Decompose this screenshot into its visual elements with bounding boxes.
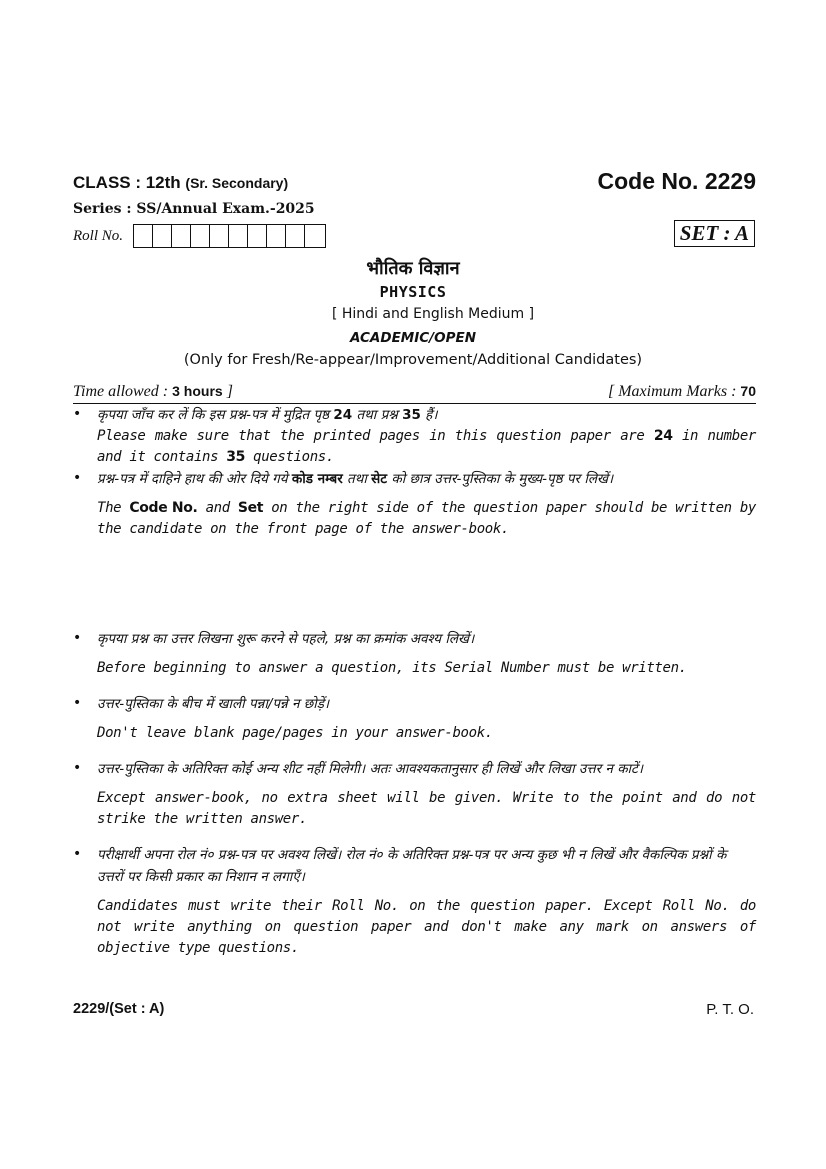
roll-number-box[interactable] [172, 225, 191, 247]
footer-code: 2229/(Set : A) [73, 1001, 165, 1017]
bullet: • [73, 846, 82, 862]
instruction-item [73, 468, 756, 540]
time-allowed: Time allowed : 3 hours ] [73, 383, 233, 400]
maximum-marks: [ Maximum Marks : 70 [608, 383, 756, 400]
instruction-hindi: उत्तर-पुस्तिका के बीच में खाली पन्ना/पन्ने न छोड़ें। [97, 696, 330, 712]
instruction-hindi: कृपया प्रश्न का उत्तर लिखना शुरू करने से पहले, प्रश्न का क्रमांक अवश्य लिखें। [97, 631, 475, 647]
roll-number-box[interactable] [134, 225, 153, 247]
medium-line: [ Hindi and English Medium ] [331, 306, 535, 322]
class-note: (Sr. Secondary) [185, 175, 289, 191]
maximum-marks-value: 70 [740, 383, 756, 399]
class-line [73, 173, 288, 193]
instruction-english: Except answer-book, no extra sheet will be given. Write to the point and do not strike the written answer. [97, 790, 756, 827]
candidates-line: (Only for Fresh/Re-appear/Improvement/Additional Candidates) [183, 352, 643, 368]
time-marks-row [73, 381, 756, 404]
roll-number-box[interactable] [305, 225, 325, 247]
stream-line: ACADEMIC/OPEN [349, 330, 476, 346]
subject-title-hindi: भौतिक विज्ञान [366, 258, 460, 279]
instruction-item [73, 693, 756, 744]
instruction-hindi: कृपया जाँच कर लें कि इस प्रश्न-पत्र में मुद्रित पृष्ठ 24 तथा प्रश्न 35 हैं। [97, 407, 438, 423]
instruction-english: The Code No. and Set on the right side of the question paper should be written by the candidate on the front page of the answer-book. [97, 500, 756, 537]
instructions-list [73, 404, 756, 959]
series-line: Series : SS/Annual Exam.-2025 [73, 201, 315, 217]
instruction-item [73, 628, 756, 679]
time-allowed-value: 3 hours [172, 383, 223, 399]
footer-pto: P. T. O. [706, 1001, 754, 1018]
code-number: Code No. 2229 [597, 168, 756, 194]
instruction-item [73, 844, 756, 959]
instruction-english: Please make sure that the printed pages in this question paper are 24 in number and it contains 35 questions. [97, 428, 756, 465]
set-box: SET : A [674, 220, 755, 247]
instruction-hindi: उत्तर-पुस्तिका के अतिरिक्त कोई अन्य शीट नहीं मिलेगी। अतः आवश्यकतानुसार ही लिखें और लिखा उत्तर न काटें। [97, 761, 643, 777]
roll-number-row [73, 224, 326, 248]
bullet: • [73, 406, 82, 422]
bullet: • [73, 470, 82, 486]
subject-title-english: PHYSICS [379, 283, 447, 301]
bullet: • [73, 695, 82, 711]
instruction-hindi: परीक्षार्थी अपना रोल नं० प्रश्न-पत्र पर अवश्य लिखें। रोल नं० के अतिरिक्त प्रश्न-पत्र पर अन्य कुछ भी न लिखें और वैकल्पिक प्रश्नों के उत्तरों पर किसी प्रकार का निशान न लगाएँ। [97, 847, 727, 885]
roll-number-box[interactable] [229, 225, 248, 247]
roll-number-box[interactable] [286, 225, 305, 247]
roll-number-box[interactable] [210, 225, 229, 247]
instruction-hindi: प्रश्न-पत्र में दाहिने हाथ की ओर दिये गये कोड नम्बर तथा सेट को छात्र उत्तर-पुस्तिका के मुख्य-पृष्ठ पर लिखें। [97, 471, 614, 487]
roll-number-box[interactable] [191, 225, 210, 247]
roll-number-box[interactable] [153, 225, 172, 247]
instruction-item [73, 758, 756, 830]
bullet: • [73, 760, 82, 776]
roll-number-label: Roll No. [73, 227, 124, 244]
class-label: CLASS : 12th [73, 173, 181, 192]
instruction-english: Candidates must write their Roll No. on the question paper. Except Roll No. do not write anything on question paper and don't make any mark on answers of objective type questions. [97, 898, 756, 956]
instruction-item [73, 404, 756, 468]
instruction-english: Don't leave blank page/pages in your answer-book. [97, 725, 493, 741]
bullet: • [73, 630, 82, 646]
roll-number-boxes[interactable] [133, 224, 326, 248]
roll-number-box[interactable] [267, 225, 286, 247]
roll-number-box[interactable] [248, 225, 267, 247]
instruction-english: Before beginning to answer a question, its Serial Number must be written. [97, 660, 687, 676]
